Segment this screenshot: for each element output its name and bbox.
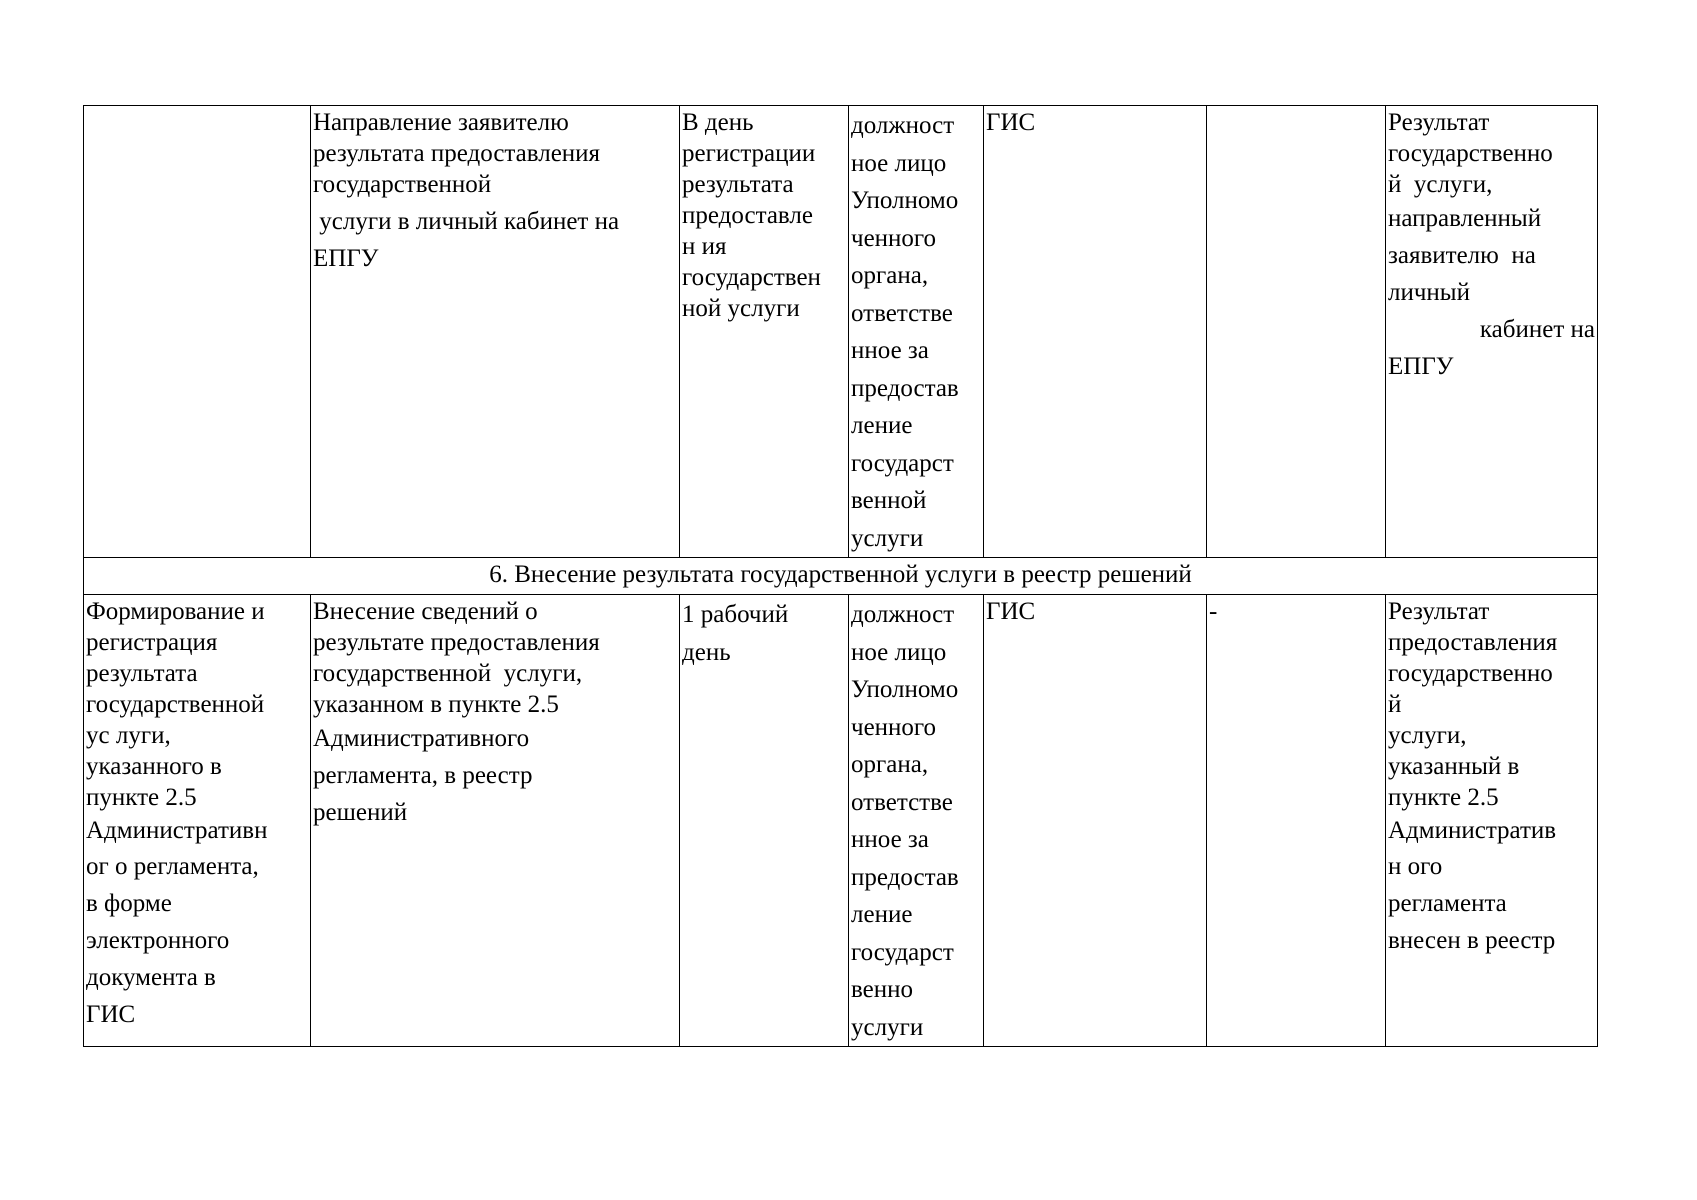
cell-deadline: 1 рабочий день [680, 595, 849, 1047]
cell-responsible: должност ное лицо Уполномо ченного органа, ответстве нное за предостав ление государст венно услуги [849, 595, 984, 1047]
procedure-table [83, 105, 1598, 1047]
section-title: 6. Внесение результата государственной услуги в реестр решений [84, 558, 1598, 595]
cell-criteria: - [1207, 595, 1386, 1047]
cell-responsible: должност ное лицо Уполномо ченного органа, ответстве нное за предостав ление государст венной услуги [849, 106, 984, 558]
cell-result: Результат государственно й услуги, направленный заявителю на личный кабинет на ЕПГУ [1386, 106, 1598, 558]
cell-action-name: Формирование и регистрация результата государственной ус луги, указанного в пункте 2.5 Административн ог о регламента, в форме электронного документа в ГИС [84, 595, 311, 1047]
table-row [84, 595, 1598, 1047]
section-row [84, 558, 1598, 595]
cell-deadline: В день регистрации результата предоставле н ия государствен ной услуги [680, 106, 849, 558]
cell-system: ГИС [984, 595, 1207, 1047]
table-row [84, 106, 1598, 558]
cell-criteria [1207, 106, 1386, 558]
cell-action-content: Внесение сведений о результате предоставления государственной услуги, указанном в пункте 2.5 Административного регламента, в реестр решений [311, 595, 680, 1047]
cell-result: Результат предоставления государственно й услуги, указанный в пункте 2.5 Административ н ого регламента внесен в реестр [1386, 595, 1598, 1047]
cell-action-content: Направление заявителю результата предоставления государственной услуги в личный кабинет на ЕПГУ [311, 106, 680, 558]
cell-action-name [84, 106, 311, 558]
cell-system: ГИС [984, 106, 1207, 558]
